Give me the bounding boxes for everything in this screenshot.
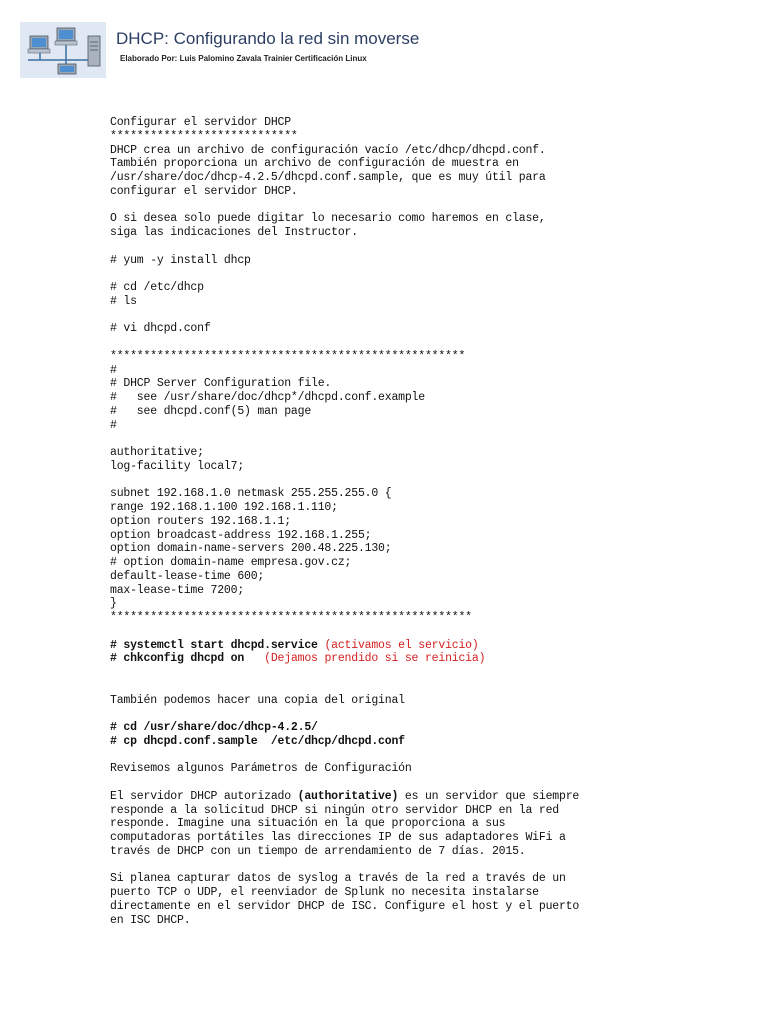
config-line: log-facility local7; xyxy=(110,459,245,473)
service-enable-note: (Dejamos prendido si se reinicia) xyxy=(244,652,486,666)
text-span: El servidor DHCP autorizado xyxy=(110,789,298,803)
config-line: default-lease-time 600; xyxy=(110,569,265,583)
service-start-line xyxy=(110,639,750,653)
config-comment: # see /usr/share/doc/dhcp*/dhcpd.conf.example xyxy=(110,391,425,404)
paragraph-line: responde. Imagine una situación en la que proporciona a sus xyxy=(110,817,506,831)
service-enable-line xyxy=(110,652,750,666)
command-vi: # vi dhcpd.conf xyxy=(110,322,211,336)
paragraph-line: computadoras portátiles las direcciones IP de sus adaptadores WiFi a xyxy=(110,831,566,844)
config-line: option domain-name-servers 200.48.225.130; xyxy=(110,542,392,556)
config-line: range 192.168.1.100 192.168.1.110; xyxy=(110,501,338,514)
paragraph-line: DHCP crea un archivo de configuración vacío /etc/dhcp/dhcpd.conf. xyxy=(110,143,546,157)
paragraph-line: través de DHCP con un tiempo de arrendamiento de 7 días. 2015. xyxy=(110,844,526,858)
paragraph-line: También proporciona un archivo de configuración de muestra en xyxy=(110,157,519,171)
config-line: max-lease-time 7200; xyxy=(110,583,245,597)
authoritative-term: (authoritative) xyxy=(297,789,399,803)
config-comment: # xyxy=(110,363,117,377)
command-chkconfig: # chkconfig dhcpd on xyxy=(110,652,245,666)
command-ls: # ls xyxy=(110,294,137,308)
paragraph-line: puerto TCP o UDP, el reenviador de Splunk no necesita instalarse xyxy=(110,886,539,899)
config-line: option broadcast-address 192.168.1.255; xyxy=(110,528,372,542)
network-computers-logo xyxy=(20,22,106,78)
config-comment: # see dhcpd.conf(5) man page xyxy=(110,404,312,418)
command-cd-doc: # cd /usr/share/doc/dhcp-4.2.5/ xyxy=(110,721,318,734)
paragraph-line xyxy=(110,790,750,804)
service-start-note: (activamos el servicio) xyxy=(317,638,479,652)
paragraph-line: siga las indicaciones del Instructor. xyxy=(110,226,358,239)
config-rule-top: ***************************************************** xyxy=(110,349,466,363)
command-cd: # cd /etc/dhcp xyxy=(110,281,204,294)
section-heading: Configurar el servidor DHCP xyxy=(110,116,291,129)
document-author: Elaborado Por: Luis Palomino Zavala Trainier Certificación Linux xyxy=(120,54,367,63)
config-line: # option domain-name empresa.gov.cz; xyxy=(110,556,352,569)
command-systemctl: # systemctl start dhcpd.service xyxy=(110,638,318,652)
config-comment: # xyxy=(110,418,117,432)
command-install: # yum -y install dhcp xyxy=(110,253,251,267)
document-header xyxy=(0,0,768,90)
paragraph-line: Si planea capturar datos de syslog a través de la red a través de un xyxy=(110,872,566,886)
document-body xyxy=(110,116,750,927)
paragraph-line: /usr/share/doc/dhcp-4.2.5/dhcpd.conf.sample, que es muy útil para xyxy=(110,171,546,184)
text-span: es un servidor que siempre xyxy=(398,789,580,803)
config-line: subnet 192.168.1.0 netmask 255.255.255.0 { xyxy=(110,487,392,501)
section-heading: Revisemos algunos Parámetros de Configuración xyxy=(110,762,412,776)
config-comment: # DHCP Server Configuration file. xyxy=(110,377,332,391)
config-line: } xyxy=(110,597,117,611)
config-line: authoritative; xyxy=(110,446,204,459)
paragraph-line: responde a la solicitud DHCP si ningún otro servidor DHCP en la red xyxy=(110,803,559,817)
paragraph-line: en ISC DHCP. xyxy=(110,913,191,927)
config-rule-bottom: ****************************************************** xyxy=(110,611,472,624)
command-cp: # cp dhcpd.conf.sample /etc/dhcp/dhcpd.conf xyxy=(110,734,405,748)
document-title: DHCP: Configurando la red sin moverse xyxy=(116,29,420,48)
divider-rule: **************************** xyxy=(110,129,298,143)
paragraph-line: O si desea solo puede digitar lo necesario como haremos en clase, xyxy=(110,212,546,226)
paragraph-line: directamente en el servidor DHCP de ISC. Configure el host y el puerto xyxy=(110,899,580,913)
paragraph-line: configurar el servidor DHCP. xyxy=(110,184,298,198)
paragraph-line: También podemos hacer una copia del original xyxy=(110,693,405,707)
config-line: option routers 192.168.1.1; xyxy=(110,514,291,528)
